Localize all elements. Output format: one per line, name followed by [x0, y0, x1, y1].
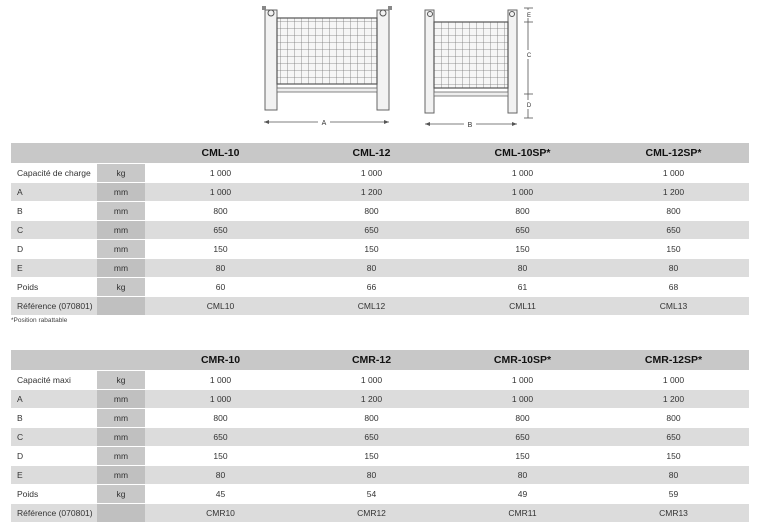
row-label: Poids	[11, 485, 97, 504]
column-header: CML-10SP*	[447, 143, 598, 164]
cage-drawing	[0, 0, 757, 135]
cell-value: 45	[145, 485, 296, 504]
table-row	[11, 428, 749, 447]
row-unit: mm	[97, 259, 145, 278]
cell-value: 150	[296, 447, 447, 466]
cell-value: 61	[447, 278, 598, 297]
cell-value: 650	[447, 221, 598, 240]
cell-value: 650	[296, 428, 447, 447]
table-row	[11, 485, 749, 504]
row-label: E	[11, 466, 97, 485]
column-header: CML-10	[145, 143, 296, 164]
cell-value: 49	[447, 485, 598, 504]
cell-value: 150	[447, 447, 598, 466]
dim-d-label: D	[526, 103, 532, 109]
cell-value: CML13	[598, 297, 749, 316]
cell-value: 800	[447, 202, 598, 221]
cell-value: 150	[145, 447, 296, 466]
cell-value: 650	[145, 428, 296, 447]
row-unit: mm	[97, 202, 145, 221]
cell-value: 80	[447, 466, 598, 485]
cell-value: 1 000	[447, 183, 598, 202]
cell-value: 80	[598, 466, 749, 485]
row-unit	[97, 297, 145, 316]
cell-value: 800	[296, 409, 447, 428]
table-row	[11, 183, 749, 202]
cell-value: 80	[447, 259, 598, 278]
side-view	[425, 8, 533, 129]
cell-value: 1 000	[145, 183, 296, 202]
table-header-row	[11, 143, 749, 164]
column-header: CMR-10SP*	[447, 350, 598, 371]
table-row	[11, 466, 749, 485]
row-label: C	[11, 428, 97, 447]
row-label: Capacité de charge	[11, 164, 97, 183]
cell-value: 800	[447, 409, 598, 428]
row-unit: kg	[97, 371, 145, 390]
row-label: B	[11, 202, 97, 221]
cell-value: 1 000	[296, 164, 447, 183]
cell-value: CMR10	[145, 504, 296, 523]
header-blank	[11, 350, 97, 371]
cell-value: CMR11	[447, 504, 598, 523]
row-unit: mm	[97, 390, 145, 409]
row-unit: mm	[97, 409, 145, 428]
cmr-spec-table	[11, 350, 749, 522]
cell-value: 60	[145, 278, 296, 297]
row-label: A	[11, 183, 97, 202]
cell-value: 1 200	[598, 183, 749, 202]
table-row	[11, 504, 749, 523]
table-row	[11, 390, 749, 409]
row-label: Poids	[11, 278, 97, 297]
cell-value: 80	[598, 259, 749, 278]
cell-value: 800	[598, 409, 749, 428]
column-header: CMR-12SP*	[598, 350, 749, 371]
row-unit	[97, 504, 145, 523]
column-header: CMR-12	[296, 350, 447, 371]
cell-value: 80	[145, 466, 296, 485]
cell-value: 800	[296, 202, 447, 221]
cell-value: 650	[296, 221, 447, 240]
cell-value: 650	[598, 221, 749, 240]
cell-value: 650	[598, 428, 749, 447]
column-header: CMR-10	[145, 350, 296, 371]
row-label: C	[11, 221, 97, 240]
cell-value: 650	[145, 221, 296, 240]
footnote: *Position rabattable	[11, 317, 68, 324]
cell-value: CMR12	[296, 504, 447, 523]
cell-value: 80	[296, 259, 447, 278]
row-unit: mm	[97, 221, 145, 240]
cell-value: 1 000	[145, 164, 296, 183]
cell-value: 1 000	[145, 390, 296, 409]
cell-value: 1 000	[598, 164, 749, 183]
cell-value: 1 000	[447, 164, 598, 183]
row-label: Référence (070801)	[11, 297, 97, 316]
table-row	[11, 259, 749, 278]
cell-value: 1 200	[296, 183, 447, 202]
cell-value: 1 200	[598, 390, 749, 409]
row-unit: mm	[97, 466, 145, 485]
cell-value: 68	[598, 278, 749, 297]
cell-value: 80	[296, 466, 447, 485]
cell-value: CML10	[145, 297, 296, 316]
cell-value: CML12	[296, 297, 447, 316]
row-unit: kg	[97, 164, 145, 183]
cell-value: 59	[598, 485, 749, 504]
cell-value: 150	[598, 240, 749, 259]
cell-value: 650	[447, 428, 598, 447]
table-row	[11, 164, 749, 183]
cml-spec-table	[11, 143, 749, 315]
cell-value: 1 000	[145, 371, 296, 390]
table-row	[11, 409, 749, 428]
cell-value: 150	[296, 240, 447, 259]
row-unit: mm	[97, 240, 145, 259]
header-blank	[11, 143, 97, 164]
cell-value: 80	[145, 259, 296, 278]
cell-value: CMR13	[598, 504, 749, 523]
table-row	[11, 278, 749, 297]
row-label: Référence (070801)	[11, 504, 97, 523]
cell-value: CML11	[447, 297, 598, 316]
table-row	[11, 221, 749, 240]
cell-value: 1 000	[296, 371, 447, 390]
table-row	[11, 202, 749, 221]
cell-value: 54	[296, 485, 447, 504]
row-unit: mm	[97, 183, 145, 202]
dim-c-label: C	[526, 53, 532, 59]
cell-value: 1 000	[598, 371, 749, 390]
cell-value: 66	[296, 278, 447, 297]
header-unit-blank	[97, 143, 145, 164]
row-unit: mm	[97, 428, 145, 447]
dim-e-label: E	[526, 13, 532, 19]
column-header: CML-12SP*	[598, 143, 749, 164]
row-label: E	[11, 259, 97, 278]
dim-b-label: B	[467, 122, 473, 129]
cell-value: 150	[145, 240, 296, 259]
column-header: CML-12	[296, 143, 447, 164]
row-label: B	[11, 409, 97, 428]
cell-value: 800	[598, 202, 749, 221]
cell-value: 1 200	[296, 390, 447, 409]
row-unit: kg	[97, 278, 145, 297]
table-row	[11, 297, 749, 316]
cell-value: 1 000	[447, 390, 598, 409]
front-view	[262, 6, 392, 127]
row-label: D	[11, 240, 97, 259]
table-header-row	[11, 350, 749, 371]
cell-value: 1 000	[447, 371, 598, 390]
row-label: A	[11, 390, 97, 409]
cell-value: 800	[145, 202, 296, 221]
table-row	[11, 371, 749, 390]
row-label: D	[11, 447, 97, 466]
cell-value: 800	[145, 409, 296, 428]
row-label: Capacité maxi	[11, 371, 97, 390]
header-unit-blank	[97, 350, 145, 371]
table-row	[11, 240, 749, 259]
cell-value: 150	[447, 240, 598, 259]
row-unit: mm	[97, 447, 145, 466]
row-unit: kg	[97, 485, 145, 504]
cell-value: 150	[598, 447, 749, 466]
table-row	[11, 447, 749, 466]
dim-a-label: A	[321, 120, 327, 127]
